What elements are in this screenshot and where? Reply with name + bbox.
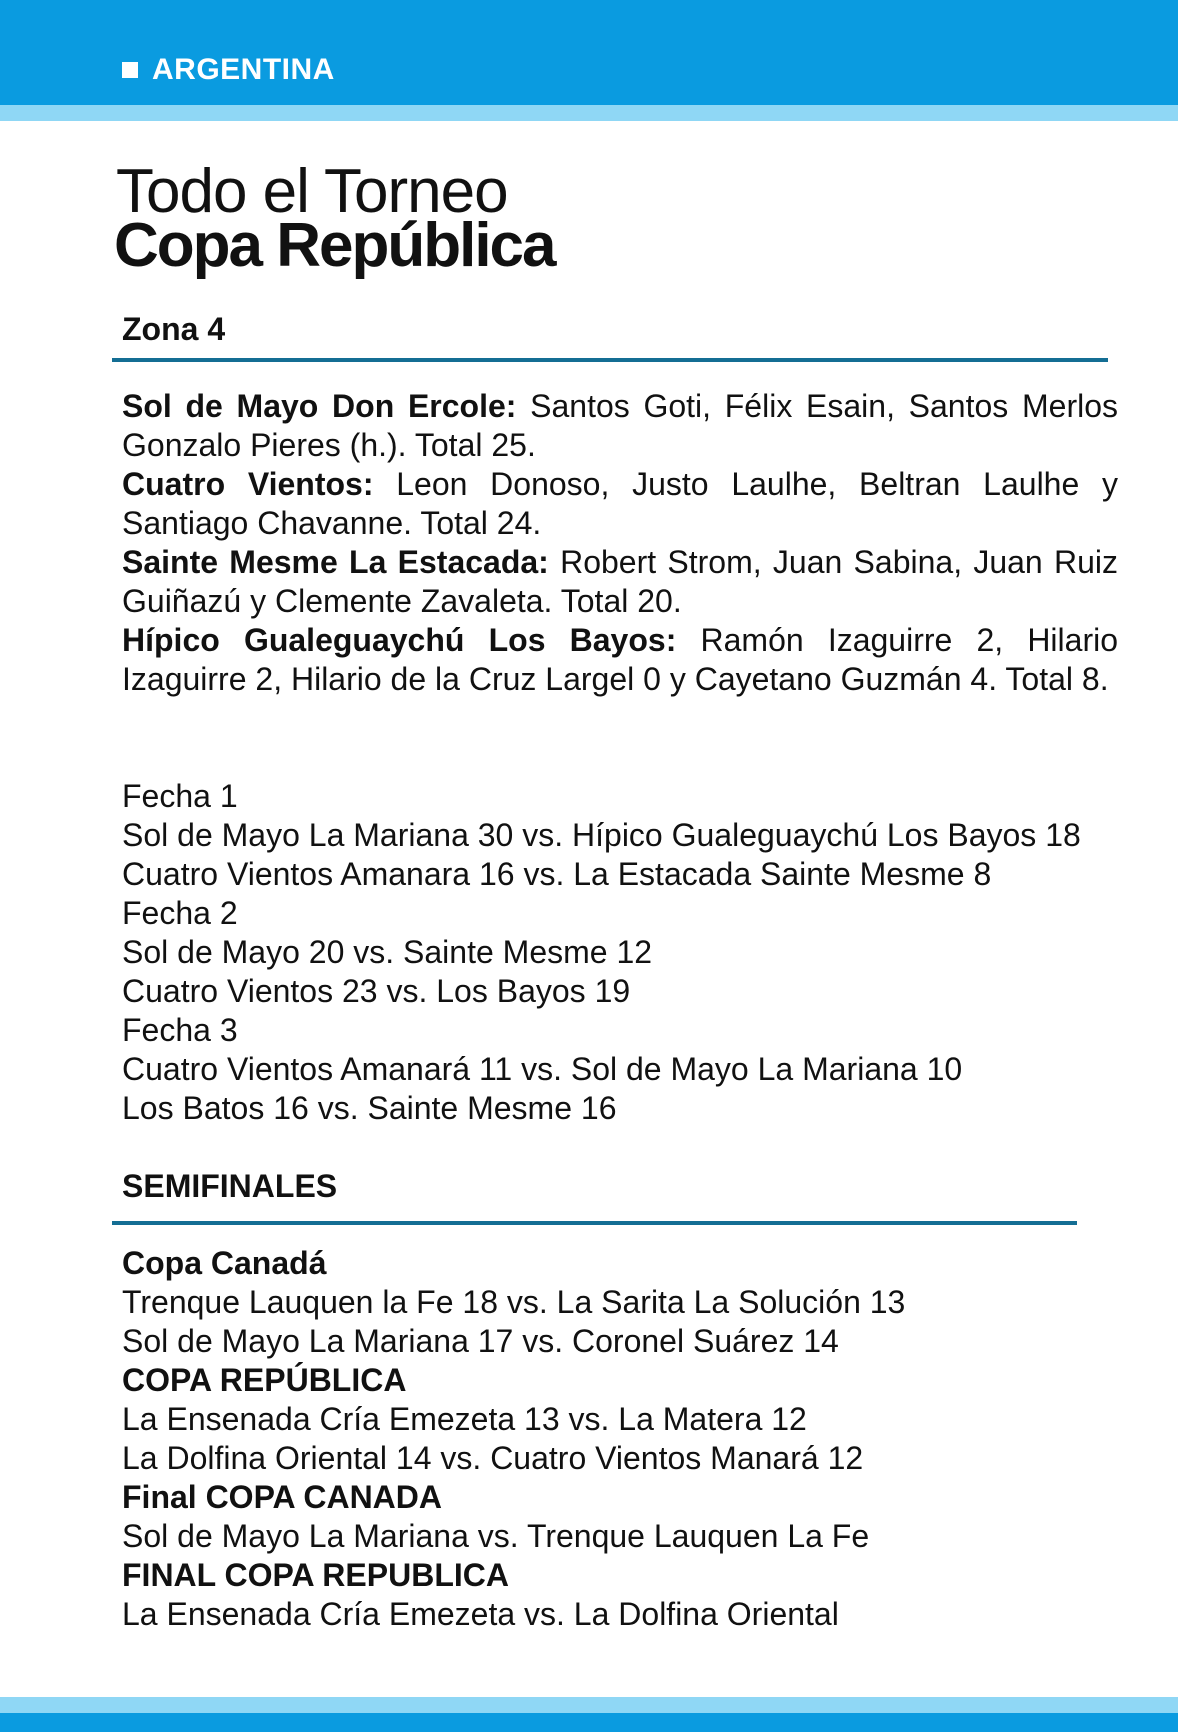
page-title-line2: Copa República (114, 211, 555, 280)
team-players: Ramón Izaguirre 2, Hilario Izaguirre 2, Hilario de la Cruz Largel 0 y Cayetano Guzmán 4. Total 8. (122, 622, 1118, 697)
fecha-title: Fecha 2 (122, 895, 238, 931)
match-line: Sol de Mayo La Mariana 17 vs. Coronel Suárez 14 (122, 1323, 839, 1359)
group-title: FINAL COPA REPUBLICA (122, 1557, 509, 1593)
match-line: Trenque Lauquen la Fe 18 vs. La Sarita La Solución 13 (122, 1284, 906, 1320)
zona-divider (112, 358, 1108, 362)
section-tag (122, 48, 335, 92)
match-line: Cuatro Vientos 23 vs. Los Bayos 19 (122, 973, 631, 1009)
match-line: Sol de Mayo 20 vs. Sainte Mesme 12 (122, 934, 653, 970)
fecha-title: Fecha 3 (122, 1012, 238, 1048)
zona-heading: Zona 4 (122, 311, 226, 347)
group-title: Copa Canadá (122, 1245, 327, 1281)
match-line: La Ensenada Cría Emezeta 13 vs. La Matera 12 (122, 1401, 807, 1437)
group-title: Final COPA CANADA (122, 1479, 442, 1515)
team-players: Leon Donoso, Justo Laulhe, Beltran Laulhe y Santiago Chavanne. Total 24. (122, 466, 1119, 541)
footer-bar (0, 1713, 1178, 1732)
page-title-line1: Todo el Torneo (116, 157, 508, 226)
team-entry (122, 621, 1118, 699)
header-stripe (0, 105, 1178, 121)
team-entry (122, 543, 1118, 621)
match-line: Los Batos 16 vs. Sainte Mesme 16 (122, 1090, 617, 1126)
team-entry (122, 465, 1118, 543)
semifinales-heading: SEMIFINALES (122, 1168, 338, 1204)
square-bullet-icon (122, 62, 138, 78)
teams-block (122, 387, 1118, 699)
match-line: La Ensenada Cría Emezeta vs. La Dolfina Oriental (122, 1596, 839, 1632)
match-line: Sol de Mayo La Mariana vs. Trenque Lauquen La Fe (122, 1518, 870, 1554)
team-players: Santos Goti, Félix Esain, Santos Merlos Gonzalo Pieres (h.). Total 25. (122, 388, 1119, 463)
fecha-title: Fecha 1 (122, 778, 238, 814)
semifinales-block (122, 1244, 1118, 1634)
match-line: Cuatro Vientos Amanará 11 vs. Sol de Mayo La Mariana 10 (122, 1051, 963, 1087)
fechas-block (122, 777, 1118, 1128)
team-name: Cuatro Vientos: (122, 466, 374, 502)
footer-stripe (0, 1697, 1178, 1713)
section-label: ARGENTINA (152, 53, 335, 86)
team-entry (122, 387, 1118, 465)
team-name: Sol de Mayo Don Ercole: (122, 388, 517, 424)
team-name: Sainte Mesme La Estacada: (122, 544, 549, 580)
match-line: Cuatro Vientos Amanara 16 vs. La Estacada Sainte Mesme 8 (122, 856, 992, 892)
match-line: La Dolfina Oriental 14 vs. Cuatro Vientos Manará 12 (122, 1440, 864, 1476)
semifinales-divider (112, 1221, 1077, 1225)
team-name: Hípico Gualeguaychú Los Bayos: (122, 622, 677, 658)
team-players: Robert Strom, Juan Sabina, Juan Ruiz Guiñazú y Clemente Zavaleta. Total 20. (122, 544, 1119, 619)
group-title: COPA REPÚBLICA (122, 1362, 407, 1398)
match-line: Sol de Mayo La Mariana 30 vs. Hípico Gualeguaychú Los Bayos 18 (122, 817, 1081, 853)
